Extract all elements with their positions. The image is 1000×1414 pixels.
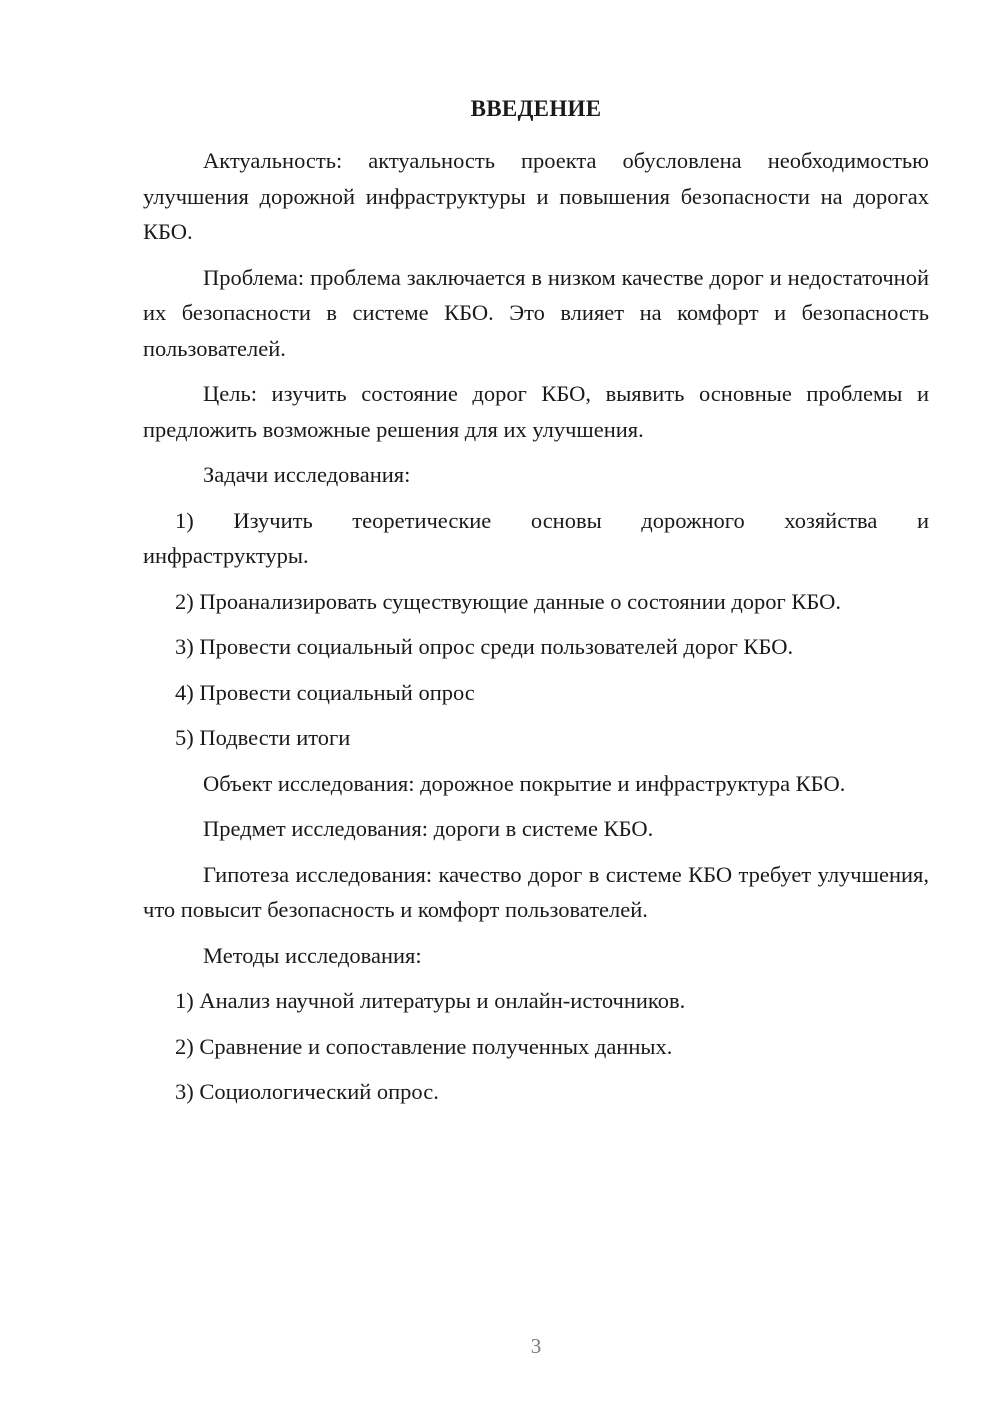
paragraph-problem: Проблема: проблема заключается в низком качестве дорог и недостаточной их безопасности в системе КБО. Это влияет на комфорт и безопасность пользователей. [143,264,929,361]
task-item-4: 4) Провести социальный опрос [175,679,475,705]
paragraph-hypothesis: Гипотеза исследования: качество дорог в системе КБО требует улучшения, что повысит безопасность и комфорт пользователей. [143,861,929,922]
task-item-1-line-2: инфраструктуры. [143,543,309,568]
task-item-1 [143,503,929,574]
task-item-5: 5) Подвести итоги [175,725,351,750]
task-item-1-line-1: 1) Изучить теоретические основы дорожного хозяйства и [175,507,929,533]
paragraph-subject: Предмет исследования: дороги в системе КБО. [203,816,654,841]
methods-heading: Методы исследования: [203,942,422,968]
tasks-heading: Задачи исследования: [203,462,411,487]
document-body [143,143,929,1120]
task-item-2: 2) Проанализировать существующие данные о состоянии дорог КБО. [175,588,842,614]
method-item-2: 2) Сравнение и сопоставление полученных данных. [175,1033,673,1059]
paragraph-relevance: Актуальность: актуальность проекта обусловлена необходимостью улучшения дорожной инфраструктуры и повышения безопасности на дорогах КБО. [143,148,929,244]
method-item-1: 1) Анализ научной литературы и онлайн-источников. [175,988,686,1013]
paragraph-goal: Цель: изучить состояние дорог КБО, выявить основные проблемы и предложить возможные решения для их улучшения. [143,381,929,442]
method-item-3: 3) Социологический опрос. [175,1079,439,1104]
paragraph-object: Объект исследования: дорожное покрытие и инфраструктура КБО. [203,770,846,796]
page-title: ВВЕДЕНИЕ [470,96,602,121]
task-item-3: 3) Провести социальный опрос среди пользователей дорог КБО. [175,634,794,659]
page-number: 3 [530,1334,542,1358]
